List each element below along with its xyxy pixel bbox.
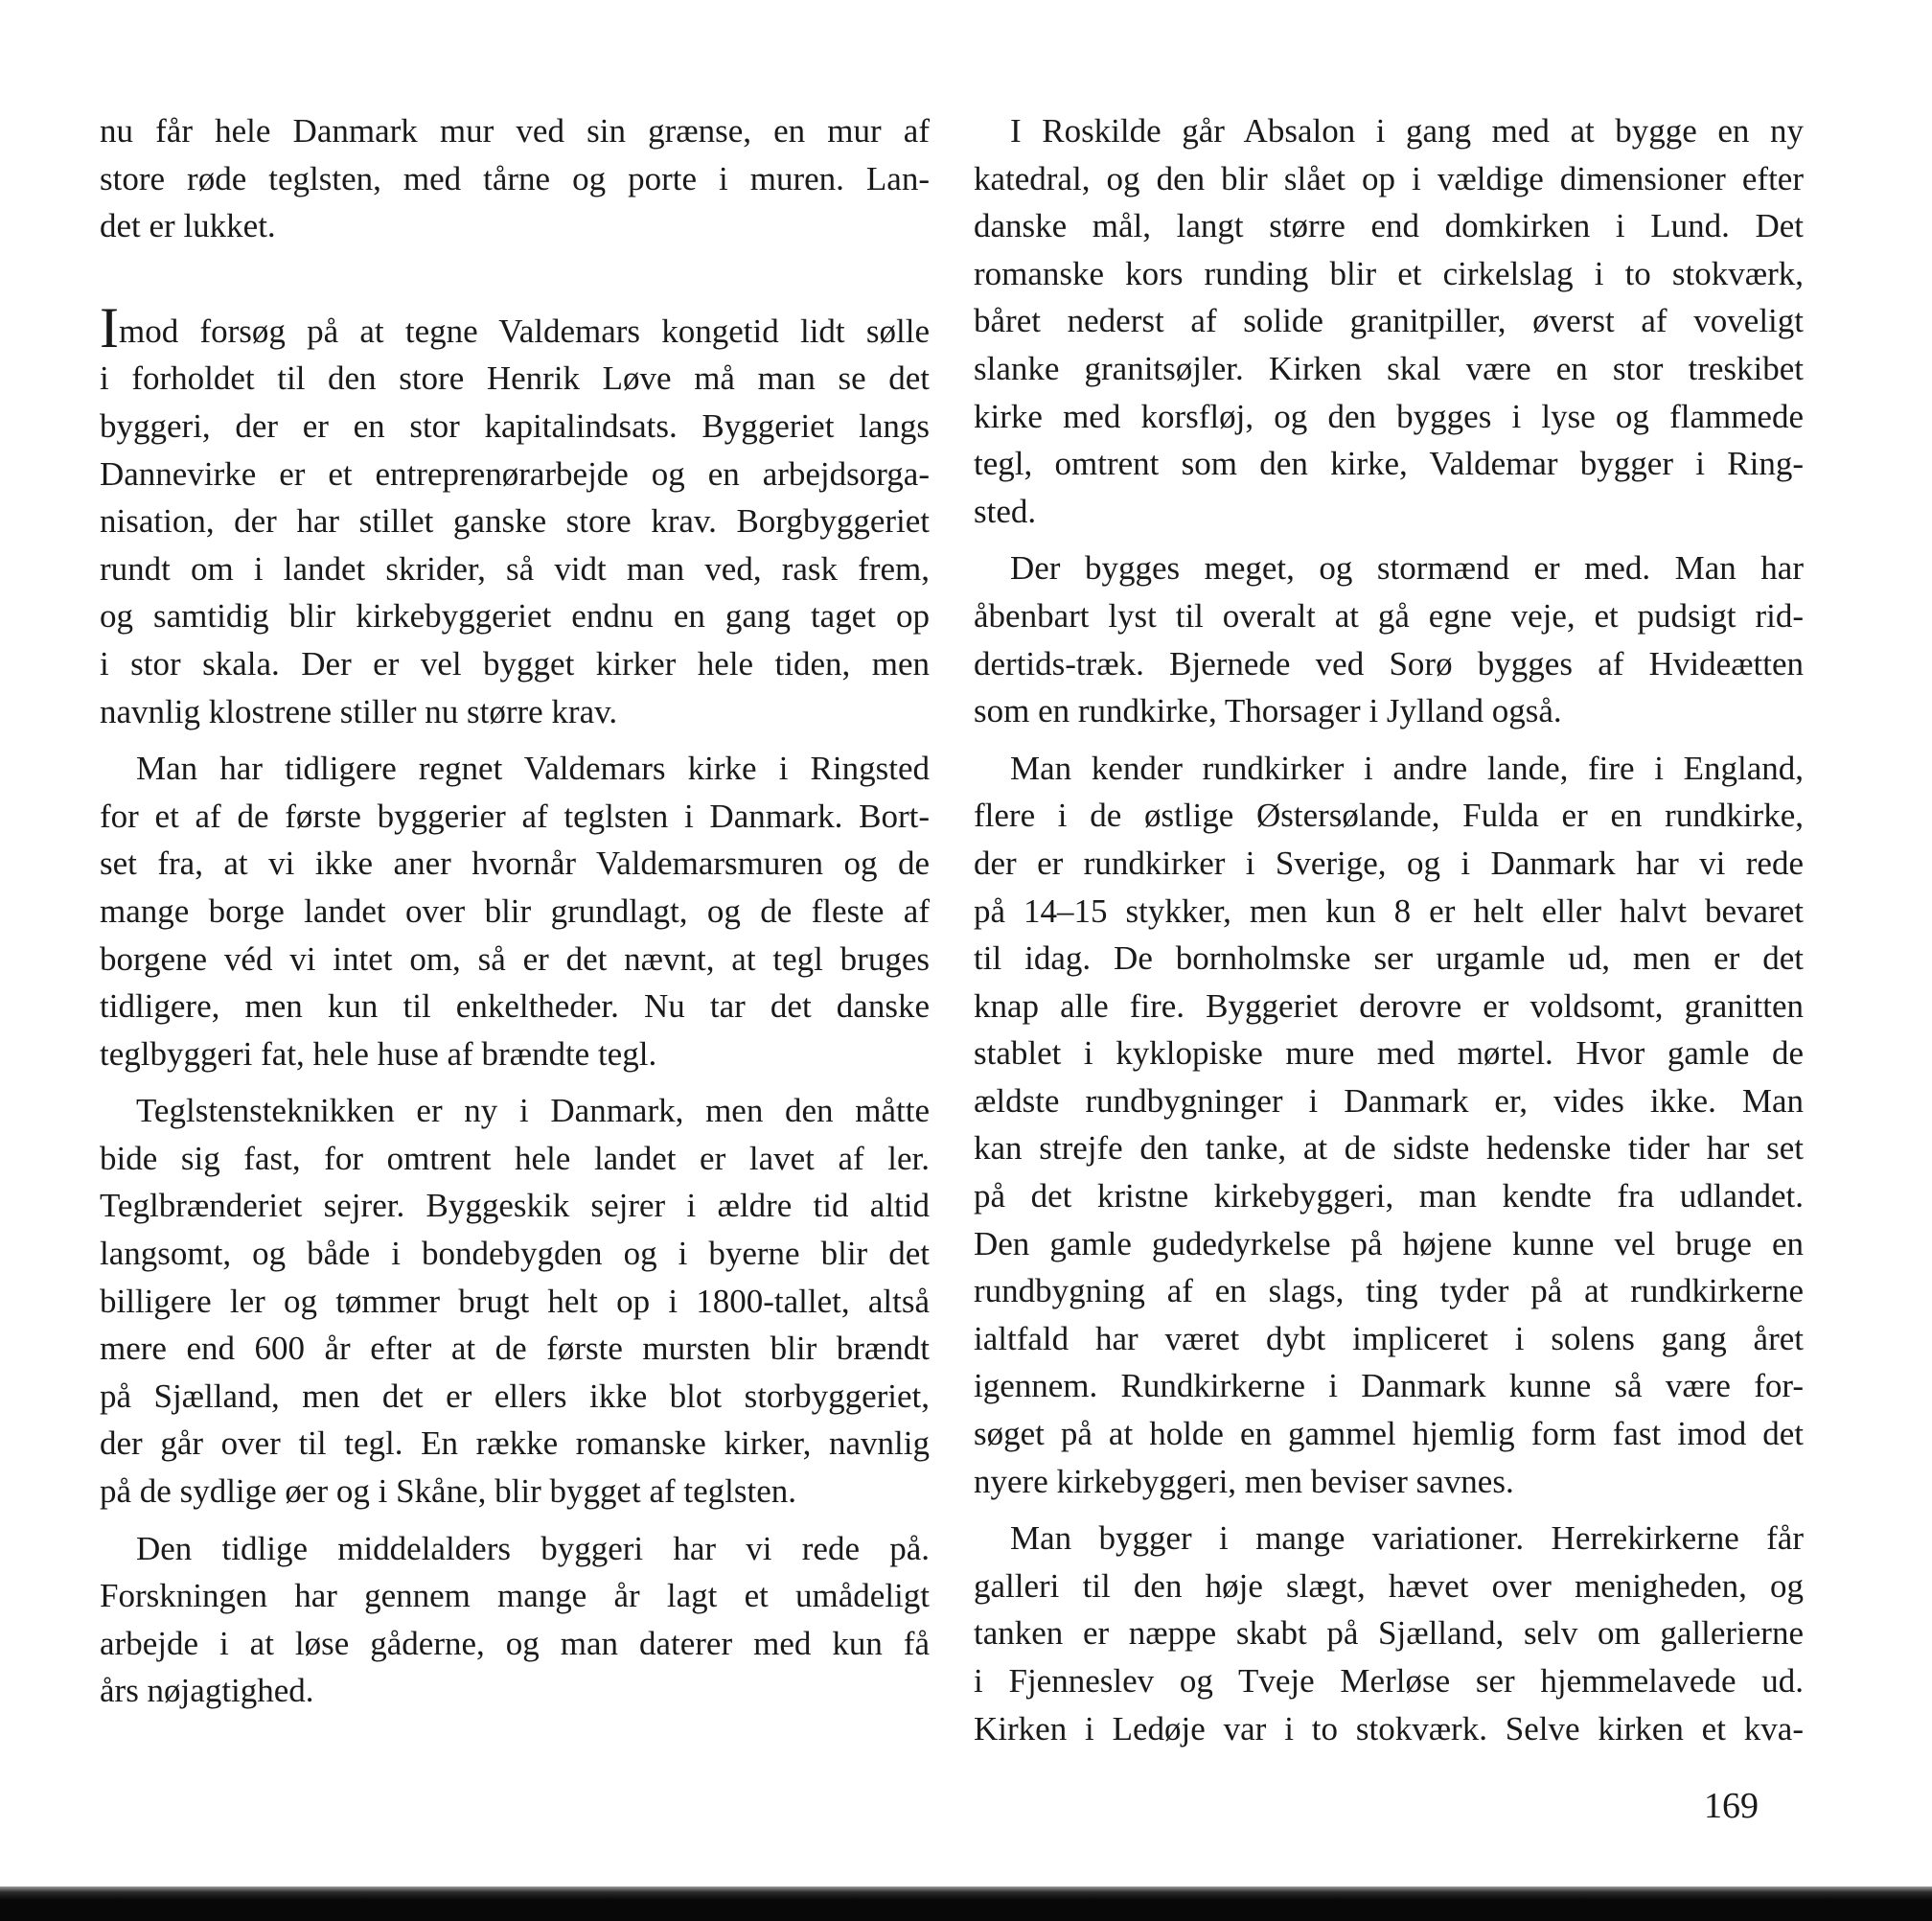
- text-line: båret nederst af solide granitpiller, øverst af voveligt: [974, 302, 1804, 340]
- text-line: nu får hele Danmark mur ved sin grænse, en mur af: [100, 112, 930, 150]
- text-line: byggeri, der er en stor kapitalindsats. Byggeriet langs: [100, 406, 930, 445]
- text-line: der går over til tegl. En række romanske kirker, navnlig: [100, 1424, 930, 1463]
- right-column: [974, 107, 1804, 1752]
- text-line: arbejde i at løse gåderne, og man daterer med kun få: [100, 1624, 930, 1662]
- text-line: på 14–15 stykker, men kun 8 er helt eller halvt bevaret: [974, 891, 1804, 930]
- text-line: igennem. Rundkirkerne i Danmark kunne så være for-: [974, 1367, 1804, 1405]
- text-line: rundbygning af en slags, ting tyder på at rundkirkerne: [974, 1272, 1804, 1310]
- text-line: der er rundkirker i Sverige, og i Danmark har vi rede: [974, 844, 1804, 882]
- paragraph: [100, 295, 930, 735]
- text-line: romanske kors runding blir et cirkelslag i to stokværk,: [974, 254, 1804, 292]
- text-line: nyere kirkebyggeri, men beviser savnes.: [974, 1462, 1514, 1500]
- text-line: flere i de østlige Østersølande, Fulda er en rundkirke,: [974, 797, 1804, 835]
- text-line: galleri til den høje slægt, hævet over menigheden, og: [974, 1566, 1804, 1605]
- text-line: mange borge landet over blir grundlagt, og de fleste af: [100, 891, 930, 930]
- text-line: rundt om i landet skrider, så vidt man ved, rask frem,: [100, 549, 930, 588]
- text-line: i forholdet til den store Henrik Løve må man se det: [100, 359, 930, 398]
- text-line: ældste rundbygninger i Danmark er, vides ikke. Man: [974, 1081, 1804, 1120]
- text-line: i stor skala. Der er vel bygget kirker hele tiden, men: [100, 644, 930, 683]
- text-line: på de sydlige øer og i Skåne, blir bygget af teglsten.: [100, 1472, 797, 1511]
- paragraph: [100, 107, 930, 250]
- drop-cap: I: [100, 295, 119, 359]
- text-line: nisation, der har stillet ganske store krav. Borgbyggeriet: [100, 502, 930, 541]
- text-line: [100, 295, 930, 359]
- text-line: til idag. De bornholmske ser urgamle ud, men er det: [974, 939, 1804, 978]
- text-line: tanken er næppe skabt på Sjælland, selv om gallerierne: [974, 1614, 1804, 1653]
- text-line: knap alle fire. Byggeriet derovre er voldsomt, granitten: [974, 986, 1804, 1025]
- text-line: borgene véd vi intet om, så er det nævnt, at tegl bruges: [100, 939, 930, 978]
- text-line: mere end 600 år efter at de første mursten blir brændt: [100, 1330, 930, 1368]
- text-line: i Fjenneslev og Tveje Merløse ser hjemmelavede ud.: [974, 1662, 1804, 1700]
- left-column: [100, 107, 930, 1715]
- text-line: I Roskilde går Absalon i gang med at bygge en ny: [1010, 112, 1804, 150]
- text-line: danske mål, langt større end domkirken i Lund. Det: [974, 207, 1804, 245]
- text-line: søget på at holde en gammel hjemlig form fast imod det: [974, 1415, 1804, 1453]
- paragraph: [974, 107, 1804, 535]
- text-line: Den tidlige middelalders byggeri har vi rede på.: [136, 1529, 930, 1567]
- text-line: billigere ler og tømmer brugt helt op i 1800-tallet, altså: [100, 1282, 930, 1320]
- text-line: teglbyggeri fat, hele huse af brændte tegl.: [100, 1034, 657, 1073]
- text-line: på det kristne kirkebyggeri, man kendte fra udlandet.: [974, 1177, 1804, 1215]
- text-line-rest: mod forsøg på at tegne Valdemars kongetid lidt sølle: [118, 312, 930, 350]
- text-line: ialtfald har været dybt impliceret i solens gang året: [974, 1319, 1804, 1357]
- text-line: stablet i kyklopiske mure med mørtel. Hvor gamle de: [974, 1034, 1804, 1073]
- text-line: det er lukket.: [100, 207, 276, 245]
- text-line: katedral, og den blir slået op i vældige dimensioner efter: [974, 159, 1804, 197]
- text-line: navnlig klostrene stiller nu større krav.: [100, 692, 618, 730]
- text-line: som en rundkirke, Thorsager i Jylland også.: [974, 692, 1562, 730]
- text-line: slanke granitsøjler. Kirken skal være en stor treskibet: [974, 349, 1804, 387]
- text-line: og samtidig blir kirkebyggeriet endnu en gang taget op: [100, 597, 930, 636]
- text-line: kan strejfe den tanke, at de sidste hedenske tider har set: [974, 1129, 1804, 1168]
- text-line: på Sjælland, men det er ellers ikke blot storbyggeriet,: [100, 1377, 930, 1415]
- text-line: Den gamle gudedyrkelse på højene kunne vel bruge en: [974, 1224, 1804, 1262]
- text-line: åbenbart lyst til overalt at gå egne veje, et pudsigt rid-: [974, 596, 1804, 635]
- paragraph: [100, 1525, 930, 1715]
- text-line: Teglstensteknikken er ny i Danmark, men den måtte: [136, 1092, 930, 1130]
- paragraph: [974, 544, 1804, 734]
- text-line: store røde teglsten, med tårne og porte i muren. Lan-: [100, 159, 930, 197]
- section-break: [100, 250, 930, 298]
- page-number: 169: [1704, 1786, 1759, 1826]
- text-line: Kirken i Ledøje var i to stokværk. Selve kirken et kva-: [974, 1709, 1804, 1747]
- text-line: Dannevirke er et entreprenørarbejde og en arbejdsorga-: [100, 454, 930, 493]
- paragraph: [974, 745, 1804, 1506]
- text-line: tegl, omtrent som den kirke, Valdemar bygger i Ring-: [974, 445, 1804, 483]
- text-line: Teglbrænderiet sejrer. Byggeskik sejrer i ældre tid altid: [100, 1187, 930, 1225]
- text-line: set fra, at vi ikke aner hvornår Valdemarsmuren og de: [100, 845, 930, 883]
- text-line: kirke med korsfløj, og den bygges i lyse og flammede: [974, 397, 1804, 435]
- text-line: Forskningen har gennem mange år lagt et umådeligt: [100, 1577, 930, 1615]
- text-line: bide sig fast, for omtrent hele landet er lavet af ler.: [100, 1139, 930, 1177]
- text-line: års nøjagtighed.: [100, 1672, 314, 1710]
- text-line: tidligere, men kun til enkeltheder. Nu tar det danske: [100, 987, 930, 1026]
- text-line: Man har tidligere regnet Valdemars kirke i Ringsted: [136, 750, 930, 788]
- text-line: for et af de første byggerier af teglsten i Danmark. Bort-: [100, 797, 930, 835]
- text-line: Man kender rundkirker i andre lande, fire i England,: [1010, 749, 1804, 787]
- text-line: Man bygger i mange variationer. Herrekirkerne får: [1010, 1519, 1804, 1558]
- paragraph: [974, 1515, 1804, 1752]
- text-line: Der bygges meget, og stormænd er med. Man har: [1010, 549, 1804, 588]
- text-line: sted.: [974, 492, 1037, 530]
- text-line: langsomt, og både i bondebygden og i byerne blir det: [100, 1235, 930, 1273]
- paragraph: [100, 745, 930, 1077]
- paragraph: [100, 1087, 930, 1515]
- text-line: dertids-træk. Bjernede ved Sorø bygges af Hvideætten: [974, 644, 1804, 683]
- page-bottom-edge: [0, 1886, 1932, 1921]
